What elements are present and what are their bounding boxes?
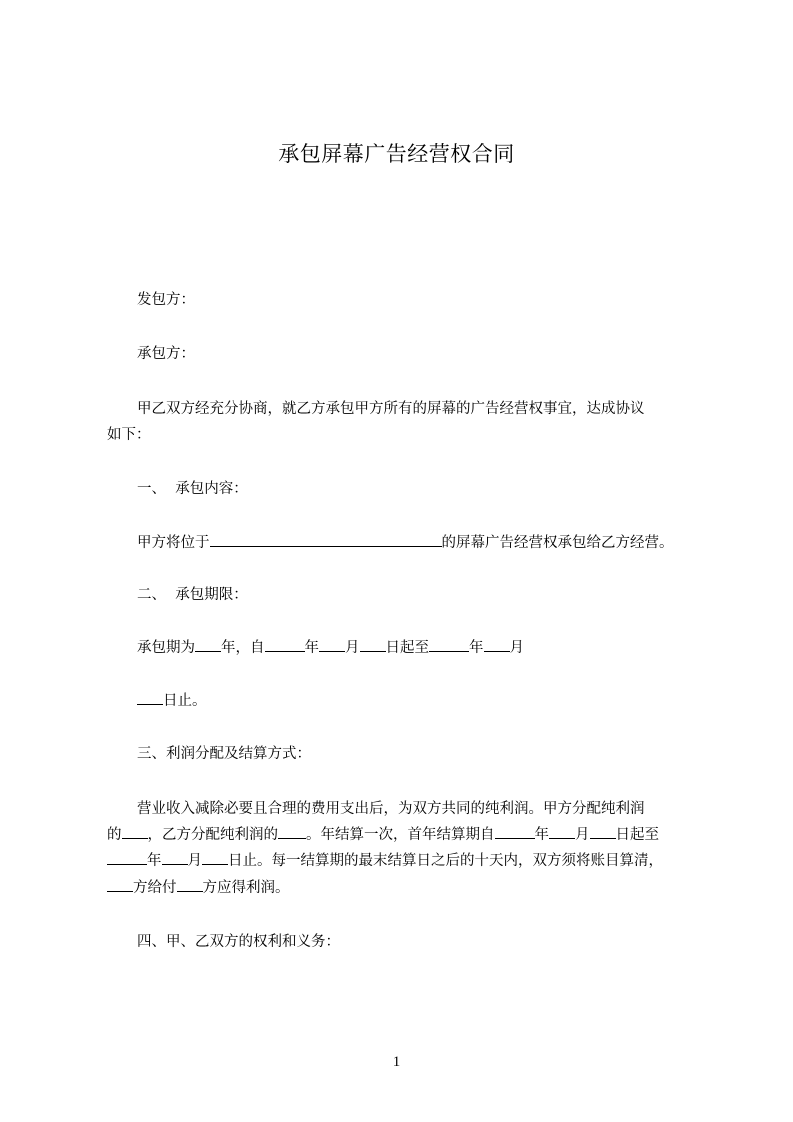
section-1-heading: 一、 承包内容： xyxy=(137,481,248,497)
period-text-2: 年，自 xyxy=(221,640,265,656)
page-number: 1 xyxy=(392,1054,401,1070)
profit-3-text-1: 年 xyxy=(147,853,162,869)
profit-3-text-3: 日止。每一结算期的最末结算日之后的十天内，双方须将账目算清， xyxy=(228,853,663,869)
intro-line-1: 甲乙双方经充分协商，就乙方承包甲方所有的屏幕的广告经营权事宜，达成协议 xyxy=(137,401,645,417)
profit-2-text-6: 日起至 xyxy=(615,827,659,843)
document-title: 承包屏幕广告经营权合同 xyxy=(278,142,515,166)
period-text-4: 月 xyxy=(345,640,360,656)
start-day-blank xyxy=(360,637,386,652)
period-line xyxy=(137,635,733,661)
end-day-blank xyxy=(137,690,163,705)
payer-blank xyxy=(107,877,133,892)
settle-day-blank xyxy=(590,824,616,839)
settle-end-day-blank xyxy=(202,850,228,865)
profit-line-4 xyxy=(107,875,703,901)
payee-blank xyxy=(177,877,203,892)
profit-2-text-5: 月 xyxy=(575,827,590,843)
section-4-heading: 四、甲、乙双方的权利和义务： xyxy=(137,934,340,950)
profit-2-text-1: 的 xyxy=(107,827,122,843)
profit-4-text-2: 方应得利润。 xyxy=(202,880,290,896)
period-end-line xyxy=(137,688,733,714)
location-blank xyxy=(210,532,442,547)
end-month-blank xyxy=(484,637,510,652)
party-a-share-blank xyxy=(122,824,148,839)
settle-end-month-blank xyxy=(162,850,188,865)
period-text-6: 年 xyxy=(469,640,484,656)
profit-2-text-2: ，乙方分配纯利润的 xyxy=(147,827,278,843)
section-2-heading: 二、 承包期限： xyxy=(137,587,248,603)
period-text-3: 年 xyxy=(304,640,319,656)
settle-year-blank xyxy=(495,824,535,839)
profit-2-text-3: 。年结算一次，首年结算期自 xyxy=(306,827,495,843)
profit-line-1: 营业收入减除必要且合理的费用支出后，为双方共同的纯利润。甲方分配纯利润 xyxy=(137,801,645,817)
intro-line-2: 如下： xyxy=(107,427,151,443)
section-3-heading: 三、利润分配及结算方式： xyxy=(137,746,311,762)
profit-3-text-2: 月 xyxy=(187,853,202,869)
period-text-1: 承包期为 xyxy=(137,640,195,656)
party-b-label: 承包方： xyxy=(137,346,195,362)
settle-month-blank xyxy=(549,824,575,839)
profit-4-text-1: 方给付 xyxy=(133,880,177,896)
party-a-label: 发包方： xyxy=(137,292,195,308)
period-end-text: 日止。 xyxy=(163,693,207,709)
party-b-share-blank xyxy=(278,824,306,839)
profit-2-text-4: 年 xyxy=(534,827,549,843)
content-suffix: 的屏幕广告经营权承包给乙方经营。 xyxy=(441,535,674,551)
profit-line-2 xyxy=(107,822,703,848)
start-month-blank xyxy=(319,637,345,652)
profit-line-3 xyxy=(107,848,703,874)
content-prefix: 甲方将位于 xyxy=(137,535,210,551)
period-text-5: 日起至 xyxy=(385,640,429,656)
settle-end-year-blank xyxy=(107,850,147,865)
end-year-blank xyxy=(429,637,469,652)
content-line xyxy=(137,530,733,556)
start-year-blank xyxy=(265,637,305,652)
period-text-7: 月 xyxy=(509,640,524,656)
years-blank xyxy=(195,637,221,652)
